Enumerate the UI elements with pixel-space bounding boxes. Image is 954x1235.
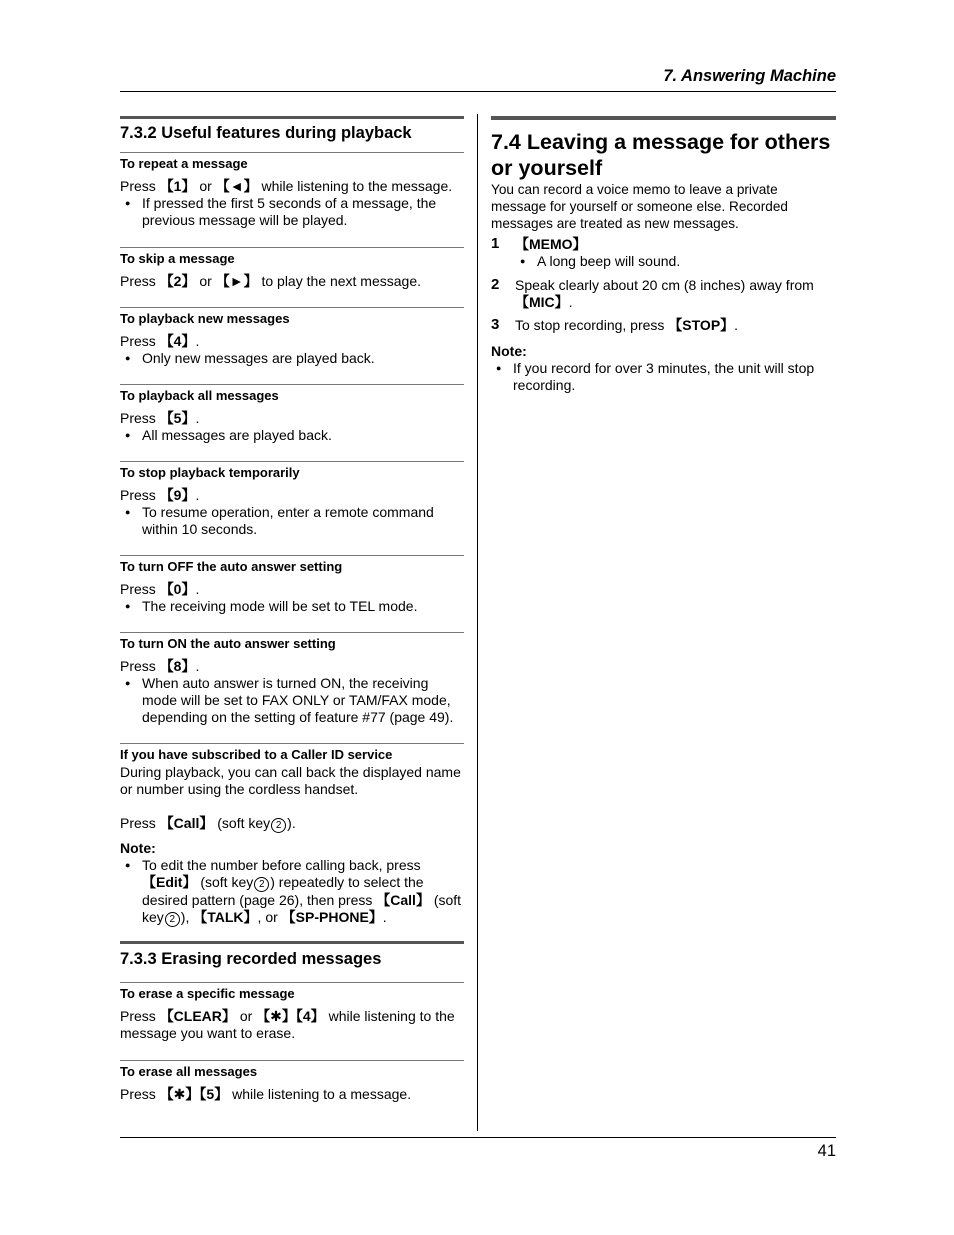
key-mic: 【MIC】 bbox=[515, 294, 569, 310]
instruction: Press 【1】 or 【◄】 while listening to the message. bbox=[120, 178, 453, 194]
instruction: Press 【5】. bbox=[120, 410, 200, 426]
subsection-heading: To erase a specific message bbox=[120, 986, 295, 1001]
key-star-4: 【✱】【4】 bbox=[256, 1008, 325, 1024]
key-5: 【5】 bbox=[159, 410, 196, 426]
step-3: 3 To stop recording, press 【STOP】. bbox=[491, 316, 739, 333]
subsection-erase-specific bbox=[120, 982, 464, 1060]
section-intro: You can record a voice memo to leave a private message for yourself or someone else. Recorded messages are treated as new messages. bbox=[491, 182, 788, 231]
subsection-erase-all bbox=[120, 1060, 464, 1103]
key-back: 【◄】 bbox=[215, 178, 258, 194]
instruction: Press 【✱】【5】 while listening to a message. bbox=[120, 1086, 412, 1102]
bullet-item: ● If you record for over 3 minutes, the unit will stop recording. bbox=[491, 360, 836, 394]
section-title-7-3-2: 7.3.2 Useful features during playback bbox=[120, 116, 464, 152]
instruction: Press 【8】. bbox=[120, 658, 200, 674]
section-title-7-3-3: 7.3.3 Erasing recorded messages bbox=[120, 941, 464, 982]
header-rule bbox=[120, 91, 836, 92]
key-forward: 【►】 bbox=[215, 273, 258, 289]
instruction: Press 【CLEAR】 or 【✱】【4】 while listening to the message you want to erase. bbox=[120, 1008, 455, 1041]
left-column bbox=[120, 116, 464, 1103]
step-2: 2 Speak clearly about 20 cm (8 inches) away from 【MIC】. bbox=[491, 276, 814, 310]
step-1 bbox=[491, 236, 836, 270]
key-2: 【2】 bbox=[159, 273, 196, 289]
key-9: 【9】 bbox=[159, 487, 196, 503]
key-memo: 【MEMO】 bbox=[515, 236, 587, 252]
bullet-item: ● The receiving mode will be set to TEL mode. bbox=[120, 598, 464, 615]
key-call: 【Call】 bbox=[159, 815, 214, 831]
caller-id-description: During playback, you can call back the displayed name or number using the cordless handset. bbox=[120, 764, 461, 797]
key-1: 【1】 bbox=[159, 178, 196, 194]
bullet-item: ● When auto answer is turned ON, the receiving mode will be set to FAX ONLY or TAM/FAX mode, depending on the setting of feature #77 (page 49). bbox=[120, 675, 464, 726]
subsection-repeat bbox=[120, 152, 464, 247]
subsection-stop-temporarily bbox=[120, 461, 464, 555]
key-4: 【4】 bbox=[159, 333, 196, 349]
key-stop: 【STOP】 bbox=[668, 317, 735, 333]
instruction: Press 【2】 or 【►】 to play the next message. bbox=[120, 273, 422, 289]
subsection-heading: To turn ON the auto answer setting bbox=[120, 636, 336, 651]
instruction: Press 【9】. bbox=[120, 487, 200, 503]
subsection-all-messages bbox=[120, 384, 464, 461]
note-label: Note: bbox=[120, 840, 156, 856]
key-sp-phone: 【SP-PHONE】 bbox=[281, 909, 383, 925]
key-edit: 【Edit】 bbox=[142, 874, 197, 890]
key-call: 【Call】 bbox=[376, 892, 430, 908]
bullet-item: ● All messages are played back. bbox=[120, 427, 464, 444]
subsection-heading: To skip a message bbox=[120, 251, 235, 266]
soft-key-2-icon: 2 bbox=[254, 877, 269, 892]
subsection-heading: To erase all messages bbox=[120, 1064, 258, 1079]
key-clear: 【CLEAR】 bbox=[159, 1008, 236, 1024]
chapter-header: 7. Answering Machine bbox=[663, 67, 836, 85]
bullet-item: ● To resume operation, enter a remote command within 10 seconds. bbox=[120, 504, 464, 538]
instruction: Press 【4】. bbox=[120, 333, 200, 349]
bullet-item: ● Only new messages are played back. bbox=[120, 350, 464, 367]
bullet-item: ● To edit the number before calling back, press 【Edit】 (soft key 2 ) repeatedly to select the desired pattern (page 26), then press 【Call】 (soft key 2 ), 【TALK】, or 【SP-PHONE】. bbox=[120, 857, 464, 927]
bullet-item: ● If pressed the first 5 seconds of a message, the previous message will be played. bbox=[120, 195, 464, 229]
page-number: 41 bbox=[817, 1142, 836, 1160]
key-star-5: 【✱】【5】 bbox=[159, 1086, 229, 1102]
footer-rule bbox=[120, 1137, 836, 1138]
subsection-heading: If you have subscribed to a Caller ID service bbox=[120, 747, 393, 762]
key-8: 【8】 bbox=[159, 658, 196, 674]
note-label: Note: bbox=[491, 343, 527, 359]
subsection-auto-answer-off bbox=[120, 555, 464, 632]
instruction: Press 【Call】 (soft key 2 ). bbox=[120, 815, 296, 831]
column-divider bbox=[477, 114, 478, 1131]
right-column bbox=[491, 116, 836, 394]
step-number: 3 bbox=[491, 316, 500, 333]
step-number: 2 bbox=[491, 276, 500, 293]
subsection-caller-id bbox=[120, 743, 464, 941]
subsection-heading: To playback new messages bbox=[120, 311, 290, 326]
step-number: 1 bbox=[491, 235, 500, 252]
subsection-heading: To stop playback temporarily bbox=[120, 465, 300, 480]
subsection-heading: To repeat a message bbox=[120, 156, 248, 171]
subsection-heading: To playback all messages bbox=[120, 388, 279, 403]
instruction: Press 【0】. bbox=[120, 581, 200, 597]
key-talk: 【TALK】 bbox=[193, 909, 258, 925]
soft-key-2-icon: 2 bbox=[271, 818, 286, 833]
bullet-item: ● A long beep will sound. bbox=[515, 253, 836, 270]
key-0: 【0】 bbox=[159, 581, 196, 597]
subsection-auto-answer-on bbox=[120, 632, 464, 743]
subsection-skip bbox=[120, 247, 464, 307]
section-title-7-4: 7.4 Leaving a message for others or yourself bbox=[491, 116, 836, 178]
subsection-new-messages bbox=[120, 307, 464, 384]
subsection-heading: To turn OFF the auto answer setting bbox=[120, 559, 343, 574]
soft-key-2-icon: 2 bbox=[165, 912, 180, 927]
